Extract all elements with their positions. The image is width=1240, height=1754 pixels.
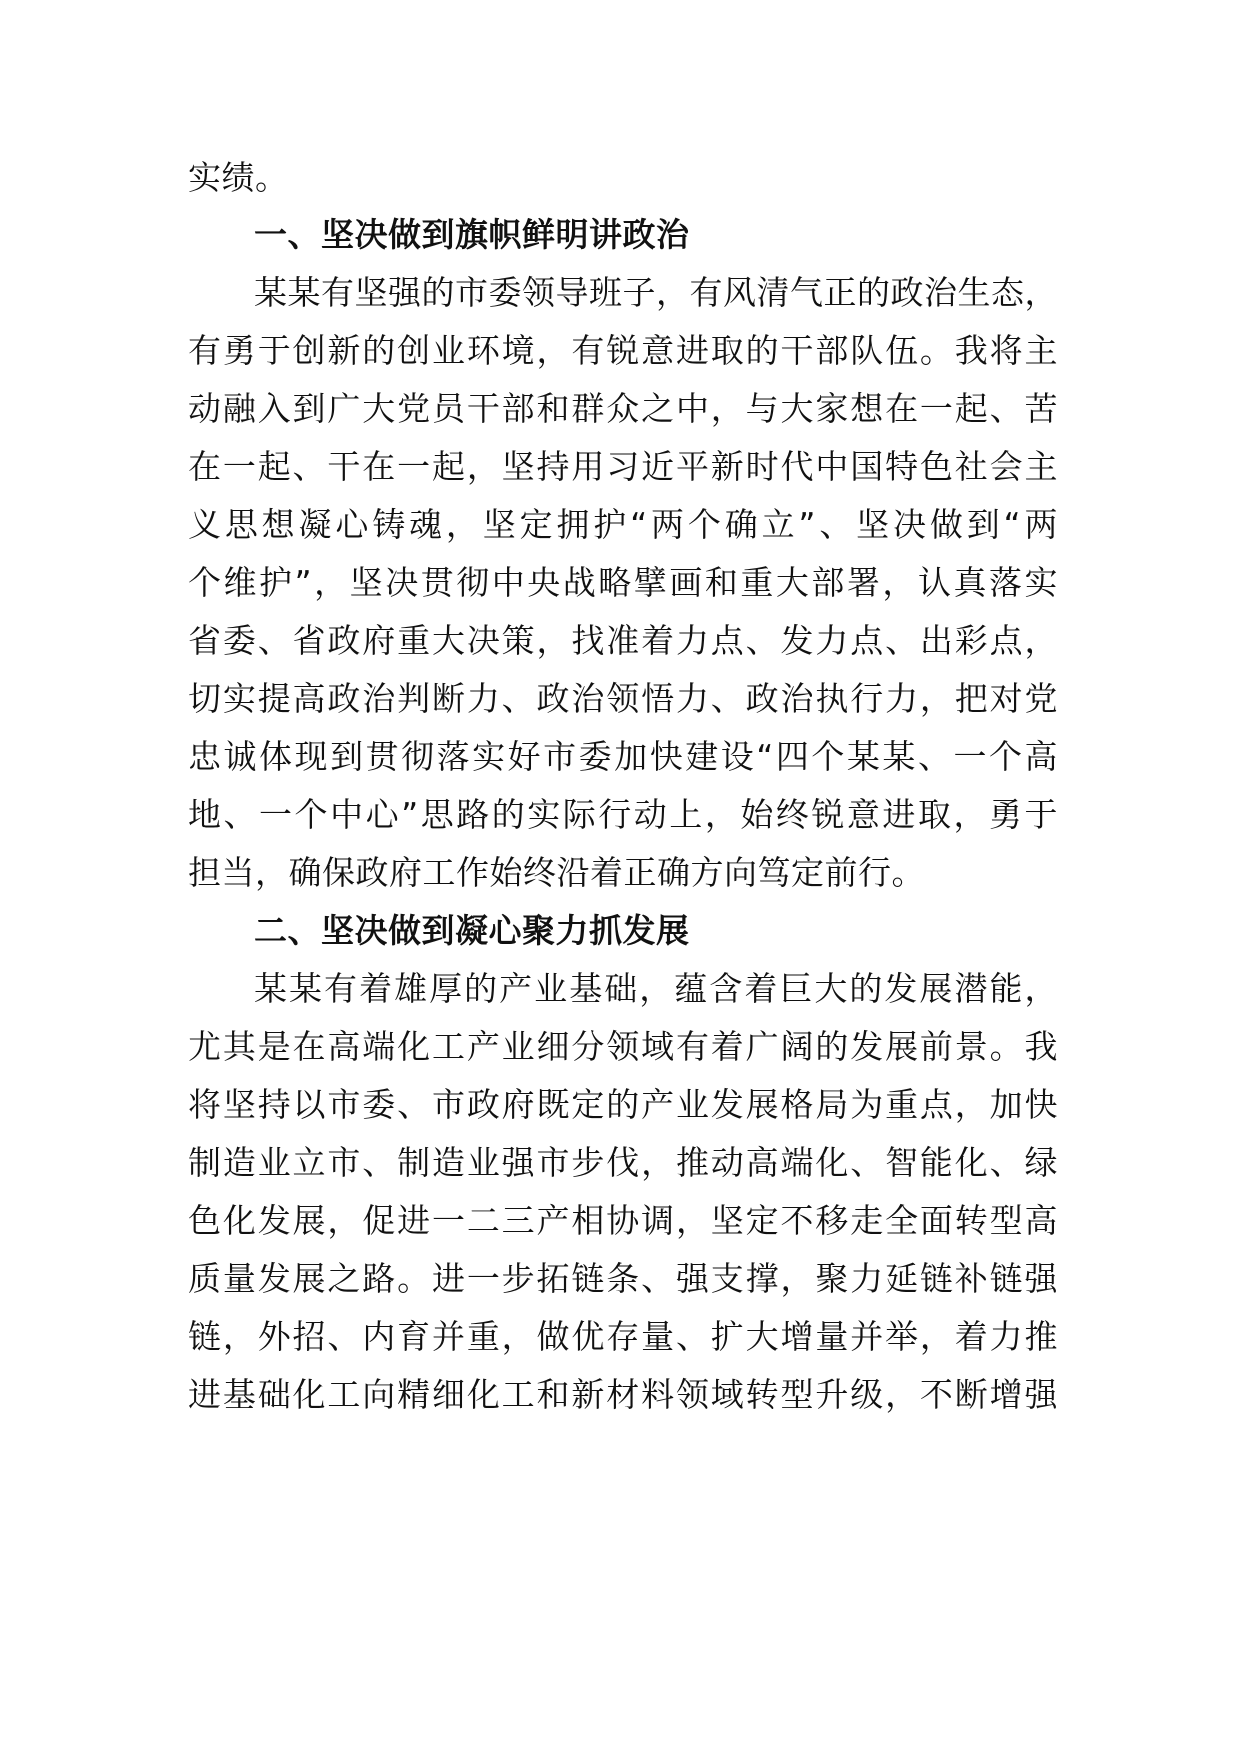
text-line: 担当，确保政府工作始终沿着正确方向笃定前行。 bbox=[188, 853, 925, 892]
text-line: 有勇于创新的创业环境，有锐意进取的干部队伍。我将主 bbox=[188, 331, 1058, 370]
text-line: 在一起、干在一起，坚持用习近平新时代中国特色社会主 bbox=[188, 447, 1058, 486]
text-line: 色化发展，促进一二三产相协调，坚定不移走全面转型高 bbox=[188, 1201, 1058, 1240]
section-heading: 一、坚决做到旗帜鲜明讲政治 bbox=[254, 215, 690, 254]
text-line: 切实提高政治判断力、政治领悟力、政治执行力，把对党 bbox=[188, 679, 1058, 718]
text-line: 制造业立市、制造业强市步伐，推动高端化、智能化、绿 bbox=[188, 1143, 1058, 1182]
text-line: 动融入到广大党员干部和群众之中，与大家想在一起、苦 bbox=[188, 389, 1058, 428]
text-line: 个维护”，坚决贯彻中央战略擘画和重大部署，认真落实 bbox=[188, 563, 1058, 602]
text-line: 某某有着雄厚的产业基础，蕴含着巨大的发展潜能， bbox=[254, 969, 1058, 1008]
text-line: 进基础化工向精细化工和新材料领域转型升级，不断增强 bbox=[188, 1375, 1058, 1414]
text-line: 地、一个中心”思路的实际行动上，始终锐意进取，勇于 bbox=[188, 795, 1058, 834]
text-line: 尤其是在高端化工产业细分领域有着广阔的发展前景。我 bbox=[188, 1027, 1058, 1066]
text-line: 链，外招、内育并重，做优存量、扩大增量并举，着力推 bbox=[188, 1317, 1058, 1356]
text-line: 将坚持以市委、市政府既定的产业发展格局为重点，加快 bbox=[188, 1085, 1058, 1124]
section-heading: 二、坚决做到凝心聚力抓发展 bbox=[254, 911, 690, 950]
text-line: 实绩。 bbox=[188, 158, 289, 197]
text-line: 义思想凝心铸魂，坚定拥护“两个确立”、坚决做到“两 bbox=[188, 505, 1058, 544]
text-line: 忠诚体现到贯彻落实好市委加快建设“四个某某、一个高 bbox=[188, 737, 1058, 776]
text-line: 某某有坚强的市委领导班子，有风清气正的政治生态， bbox=[254, 273, 1058, 312]
text-line: 省委、省政府重大决策，找准着力点、发力点、出彩点， bbox=[188, 621, 1058, 660]
text-line: 质量发展之路。进一步拓链条、强支撑，聚力延链补链强 bbox=[188, 1259, 1058, 1298]
